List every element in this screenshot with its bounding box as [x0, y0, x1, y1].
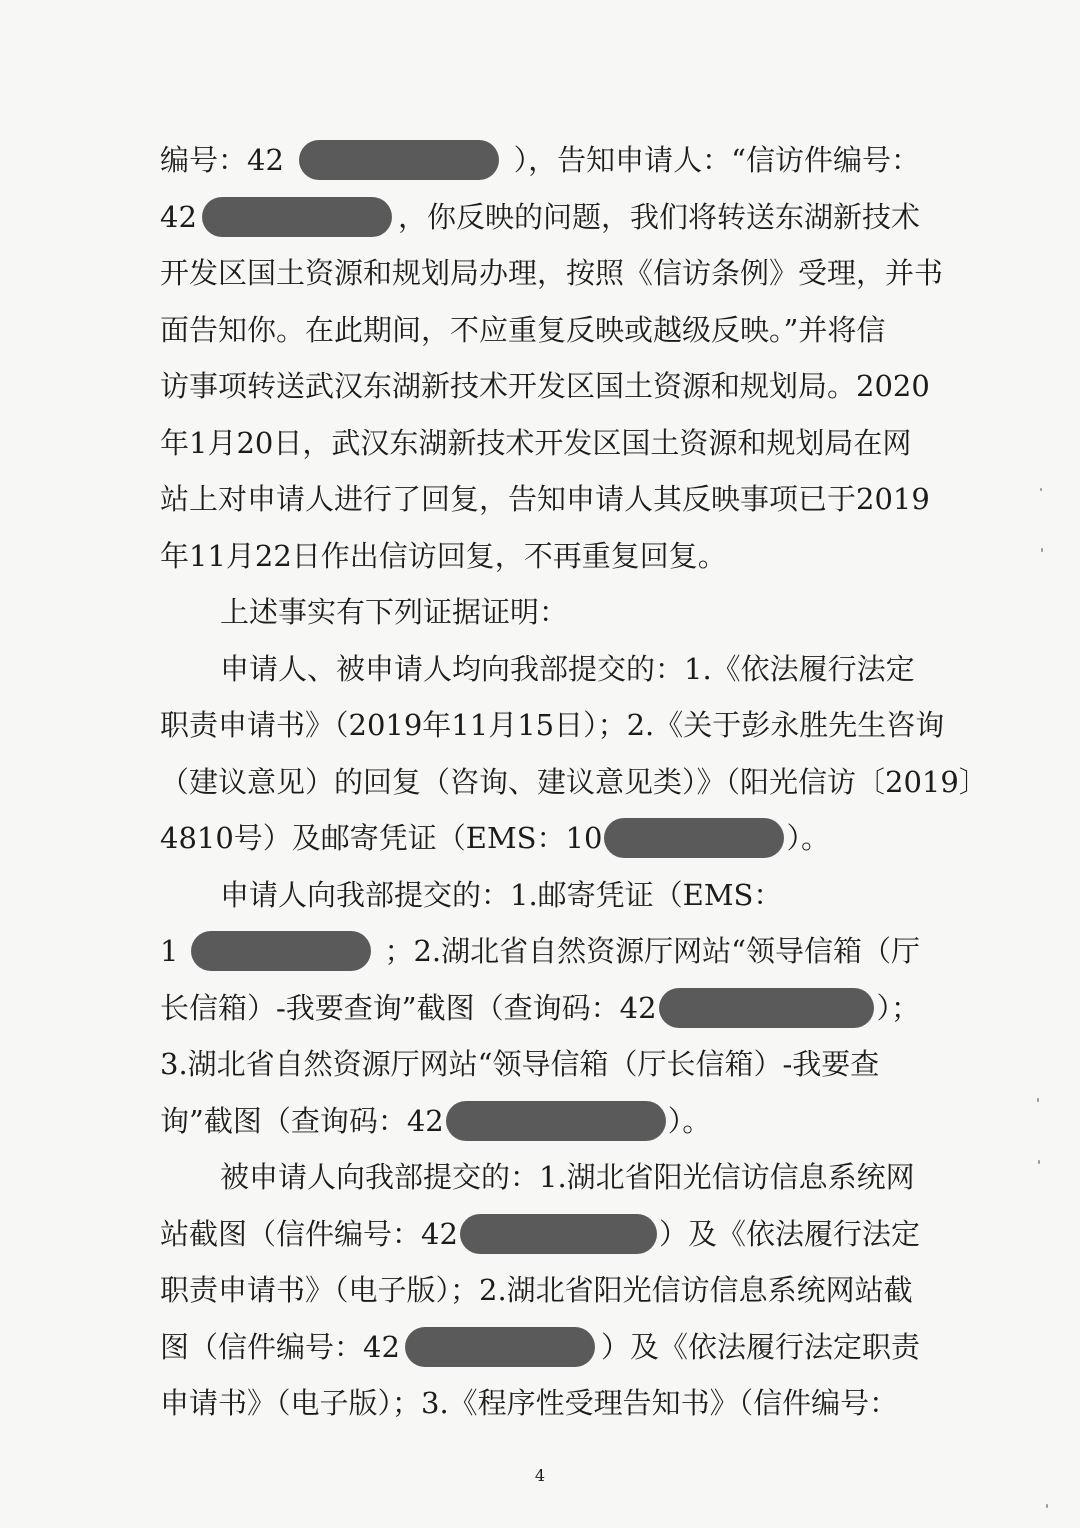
- text-segment: 上述事实有下列证据证明：: [220, 595, 569, 629]
- text-segment: 询”截图（查询码：42: [160, 1103, 444, 1138]
- scan-speck: [1046, 1504, 1048, 1508]
- redaction-mark: [460, 1214, 657, 1254]
- text-line: [160, 302, 920, 358]
- text-segment: 42: [160, 199, 197, 234]
- text-segment: 4810号）及邮寄凭证（EMS：10: [160, 821, 603, 855]
- text-line: [160, 980, 920, 1036]
- text-segment: 3.湖北省自然资源厅网站“领导信箱（厅长信箱）-我要查: [160, 1047, 880, 1081]
- text-segment: 编号：42: [160, 143, 284, 177]
- text-segment: 年1月20日，武汉东湖新技术开发区国土资源和规划局在网: [160, 425, 912, 460]
- text-line: [160, 1319, 920, 1375]
- text-segment: 1: [160, 934, 179, 968]
- text-segment: 站截图（信件编号：42: [160, 1216, 458, 1251]
- text-line: [220, 584, 920, 640]
- text-line: [160, 923, 920, 979]
- scan-speck: [1041, 548, 1043, 552]
- text-line: [160, 245, 944, 301]
- text-segment: 图（信件编号：42: [160, 1329, 400, 1364]
- text-segment: 被申请人向我部提交的：1.湖北省阳光信访信息系统网: [220, 1160, 915, 1194]
- text-segment: ，你反映的问题，我们将转送东湖新技术: [397, 199, 920, 234]
- text-segment: ）。: [786, 821, 830, 855]
- text-segment: 面告知你。在此期间，不应重复反映或越级反映。”并将信: [160, 312, 886, 347]
- text-segment: ），告知申请人：“信访件编号：: [513, 143, 920, 177]
- text-line: [160, 697, 945, 753]
- text-segment: 站上对申请人进行了回复，告知申请人其反映事项已于2019: [160, 482, 930, 516]
- scan-speck: [1038, 1160, 1040, 1164]
- text-segment: 年11月22日作出信访回复，不再重复回复。: [160, 538, 727, 573]
- text-line: [160, 415, 920, 471]
- text-line: [160, 1206, 920, 1262]
- redaction-mark: [191, 931, 371, 971]
- text-line: [160, 754, 988, 810]
- text-line: [160, 1262, 920, 1318]
- text-segment: 申请人、被申请人均向我部提交的：1.《依法履行法定: [220, 651, 915, 686]
- text-segment: 申请书》（电子版）；3.《程序性受理告知书》（信件编号：: [160, 1386, 899, 1420]
- text-line: [160, 358, 930, 414]
- text-line: [160, 189, 920, 245]
- redaction-mark: [202, 197, 392, 237]
- text-segment: ；2.湖北省自然资源厅网站“领导信箱（厅: [384, 934, 920, 968]
- redaction-mark: [604, 818, 784, 858]
- text-line: [160, 1375, 920, 1431]
- page-number: 4: [534, 1466, 546, 1485]
- text-segment: ）及《依法履行法定职责: [600, 1329, 920, 1364]
- scan-speck: [1040, 488, 1042, 491]
- text-segment: ）及《依法履行法定: [658, 1216, 920, 1251]
- text-line: [160, 1036, 920, 1092]
- text-line: [160, 132, 920, 188]
- text-line: [160, 810, 920, 866]
- text-segment: 开发区国土资源和规划局办理，按照《信访条例》受理，并书: [160, 256, 944, 290]
- text-line: [160, 1093, 920, 1149]
- redaction-mark: [405, 1327, 595, 1367]
- scan-speck: [1037, 1098, 1039, 1102]
- text-segment: ）。: [667, 1103, 712, 1138]
- text-line: [220, 641, 920, 697]
- text-line: [220, 1149, 920, 1205]
- text-segment: 长信箱）-我要查询”截图（查询码：42: [160, 990, 657, 1025]
- redaction-mark: [446, 1101, 666, 1141]
- text-segment: 访事项转送武汉东湖新技术开发区国土资源和规划局。2020: [160, 369, 930, 403]
- text-segment: （建议意见）的回复（咨询、建议意见类）》（阳光信访〔2019〕: [160, 764, 988, 799]
- text-line: [160, 471, 930, 527]
- text-segment: ）；: [876, 990, 920, 1025]
- text-segment: 职责申请书》（2019年11月15日）；2.《关于彭永胜先生咨询: [160, 708, 945, 742]
- redaction-mark: [299, 140, 499, 180]
- redaction-mark: [659, 988, 875, 1028]
- text-line: [160, 528, 920, 584]
- text-line: [220, 867, 920, 923]
- text-segment: 申请人向我部提交的：1.邮寄凭证（EMS：: [220, 877, 783, 912]
- text-segment: 职责申请书》（电子版）；2.湖北省阳光信访信息系统网站截: [160, 1273, 913, 1307]
